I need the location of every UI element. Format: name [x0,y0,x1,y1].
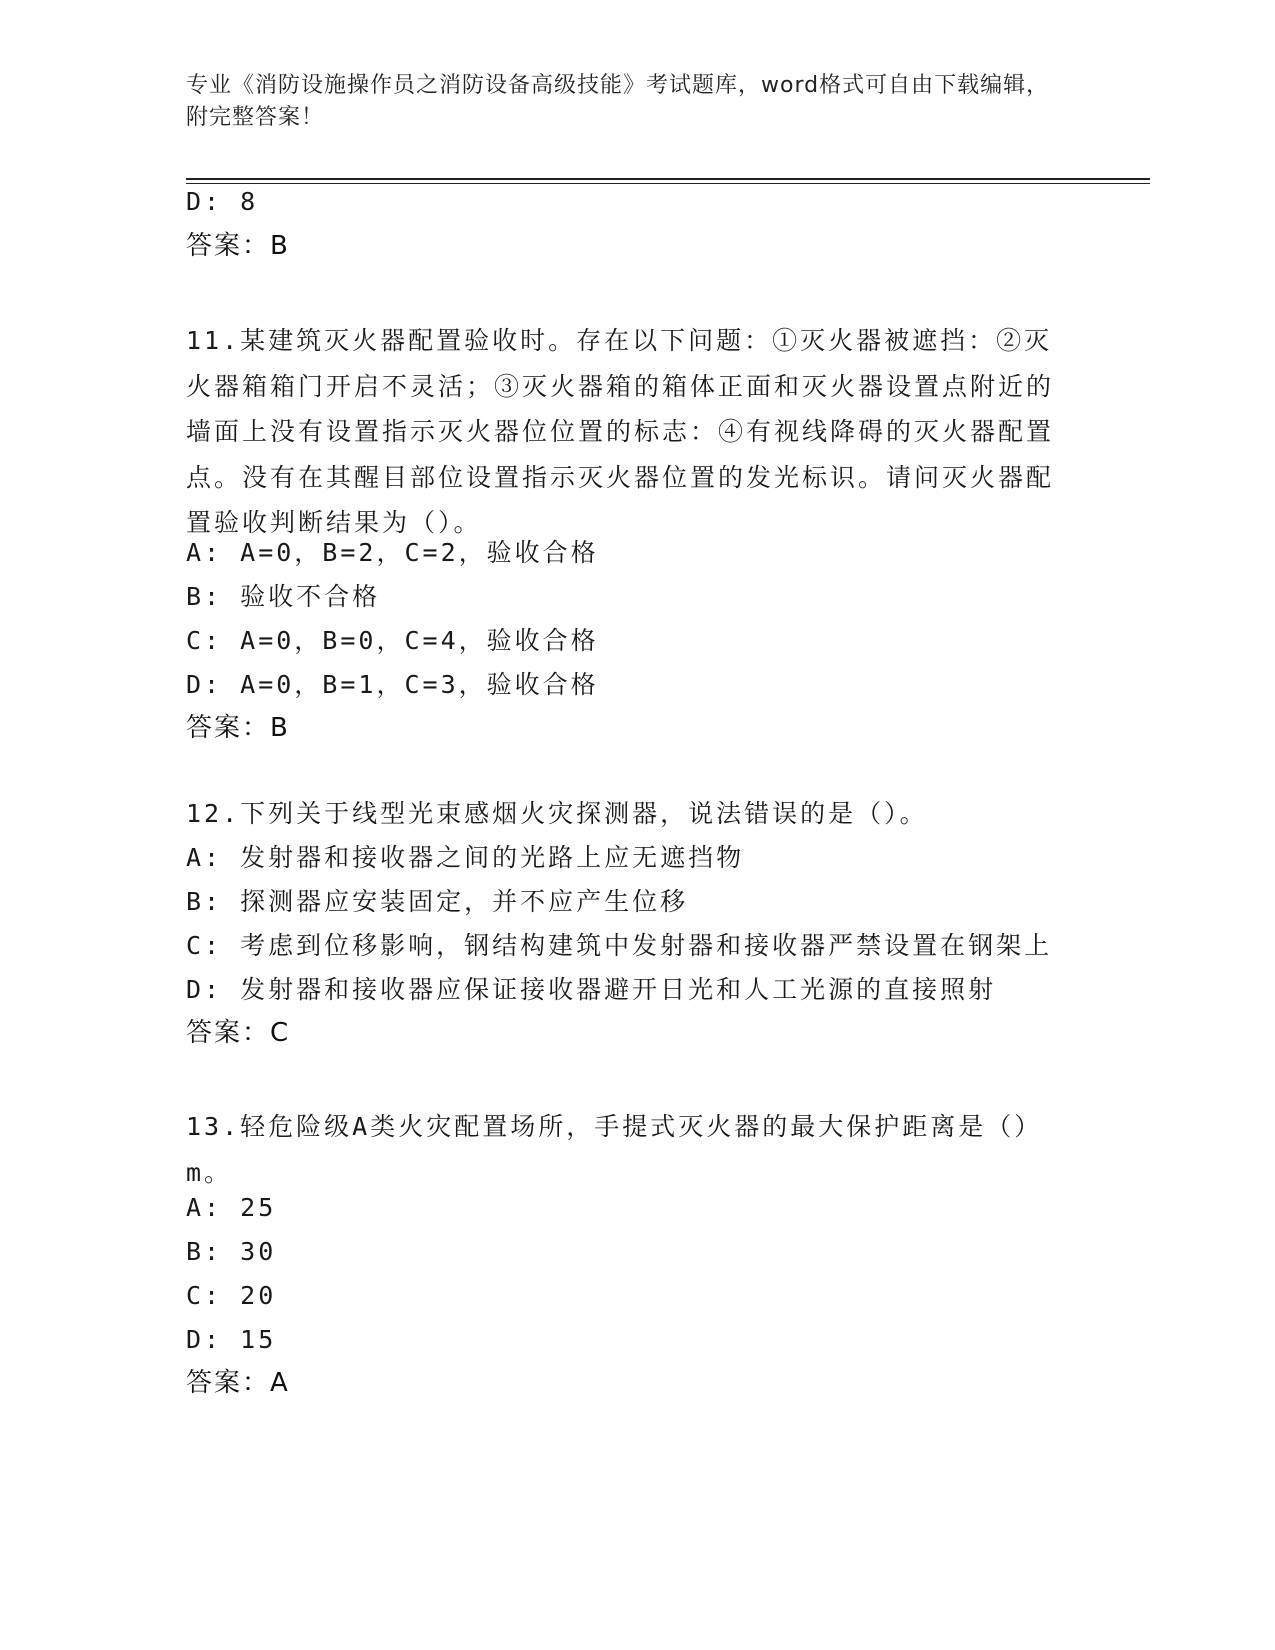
page-header: 专业《消防设施操作员之消防设备高级技能》考试题库，word格式可自由下载编辑，附完整答案！ [186,73,1050,130]
q11-option-b: B: 验收不合格 [186,582,381,611]
q11-option-a: A: A=0，B=2，C=2，验收合格 [186,538,599,567]
q12-option-d: D: 发射器和接收器应保证接收器避开日光和人工光源的直接照射 [186,975,997,1004]
q12-option-b: B: 探测器应安装固定，并不应产生位移 [186,887,689,916]
q11-option-c: C: A=0，B=0，C=4，验收合格 [186,626,599,655]
prev-answer: 答案：B [186,231,290,261]
q13-option-b: B: 30 [186,1237,277,1266]
q12-option-c: C: 考虑到位移影响，钢结构建筑中发射器和接收器严禁设置在钢架上 [186,931,1053,960]
q11-option-d: D: A=0，B=1，C=3，验收合格 [186,670,599,699]
prev-option-d: D: 8 [186,187,259,216]
q12-answer: 答案：C [186,1018,291,1048]
header-rule-thin [186,183,1150,184]
q11-answer: 答案：B [186,713,290,743]
q13-option-d: D: 15 [186,1325,277,1354]
q13-stem: 13.轻危险级A类火灾配置场所，手提式灭火器的最大保护距离是（）m。 [186,1112,1043,1187]
header-rule-thick [186,178,1150,180]
q13-answer: 答案：A [186,1368,290,1398]
q12-option-a: A: 发射器和接收器之间的光路上应无遮挡物 [186,843,745,872]
q11-stem: 11.某建筑灭火器配置验收时。存在以下问题：①灭火器被遮挡：②灭火器箱箱门开启不灵活；③灭火器箱的箱体正面和灭火器设置点附近的墙面上没有设置指示灭火器位位置的标志：④有视线降碍的灭火器配置点。没有在其醒目部位设置指示灭火器位置的发光标识。请问灭火器配置验收判断结果为（）。 [186,326,1055,537]
q13-option-a: A: 25 [186,1193,277,1222]
q12-stem: 12.下列关于线型光束感烟火灾探测器，说法错误的是（）。 [186,799,928,828]
q13-option-c: C: 20 [186,1281,277,1310]
